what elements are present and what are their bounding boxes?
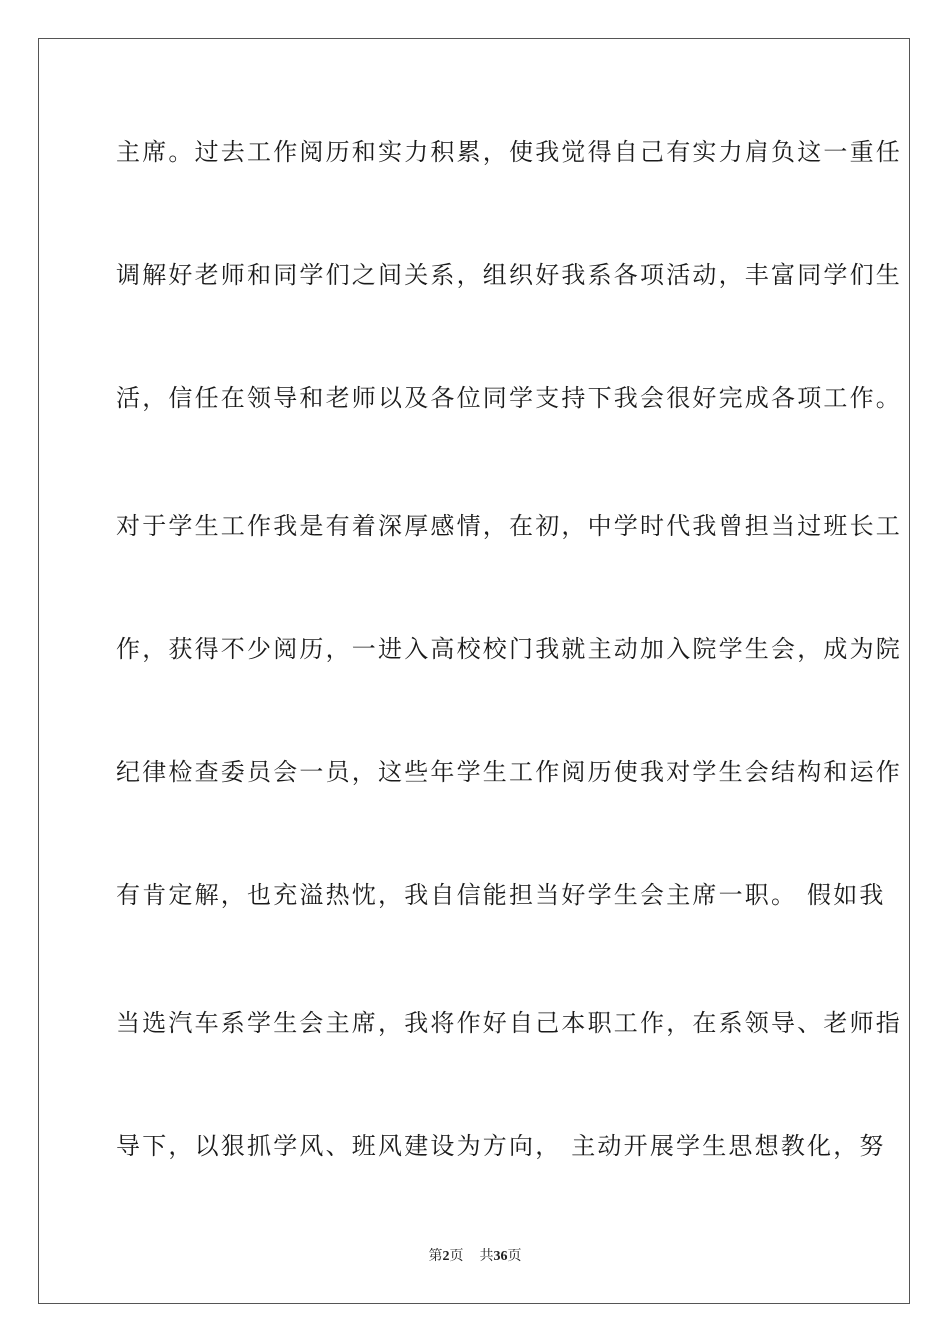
body-text-line-5: 作，获得不少阅历，一进入高校校门我就主动加入院学生会，成为院 xyxy=(116,635,902,663)
total-prefix: 共 xyxy=(479,1248,494,1264)
total-suffix: 页 xyxy=(507,1248,522,1264)
page-suffix: 页 xyxy=(449,1248,464,1264)
page-number: 2 xyxy=(442,1249,450,1264)
page-prefix: 第 xyxy=(428,1248,443,1264)
body-text-line-4: 对于学生工作我是有着深厚感情，在初，中学时代我曾担当过班长工 xyxy=(116,512,902,540)
body-text-line-1: 主席。过去工作阅历和实力积累，使我觉得自己有实力肩负这一重任 xyxy=(116,138,902,166)
body-text-line-2: 调解好老师和同学们之间关系，组织好我系各项活动，丰富同学们生 xyxy=(116,261,902,289)
body-text-line-9: 导下，以狠抓学风、班风建设为方向， 主动开展学生思想教化，努 xyxy=(116,1132,886,1160)
body-text-line-3: 活，信任在领导和老师以及各位同学支持下我会很好完成各项工作。 xyxy=(116,384,902,412)
page-border xyxy=(38,38,910,1304)
page-footer xyxy=(0,1247,950,1266)
body-text-line-6: 纪律检查委员会一员，这些年学生工作阅历使我对学生会结构和运作 xyxy=(116,758,902,786)
total-pages: 36 xyxy=(493,1249,508,1264)
body-text-line-7: 有肯定解，也充溢热忱，我自信能担当好学生会主席一职。 假如我 xyxy=(116,881,886,909)
body-text-line-8: 当选汽车系学生会主席，我将作好自己本职工作，在系领导、老师指 xyxy=(116,1009,902,1037)
